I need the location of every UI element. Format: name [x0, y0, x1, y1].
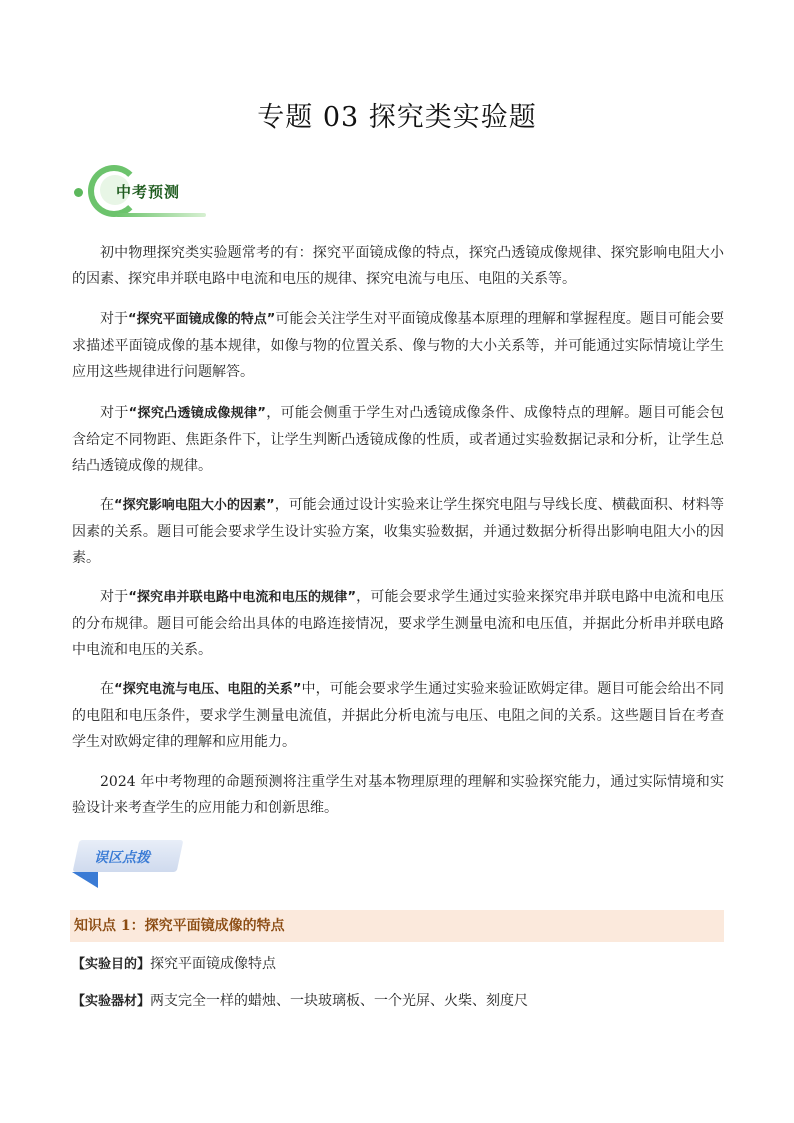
section-badge-misconceptions — [72, 840, 184, 890]
paragraph-intro: 初中物理探究类实验题常考的有：探究平面镜成像的特点，探究凸透镜成像规律、探究影响电阻大小的因素、探究串并联电路中电流和电压的规律、探究电流与电压、电阻的关系等。 — [72, 245, 724, 287]
paragraph-circuit: 对于“探究串并联电路中电流和电压的规律”，可能会要求学生通过实验来探究串并联电路中电流和电压的分布规律。题目可能会给出具体的电路连接情况，要求学生测量电流和电压值，并据此分析串并联电路中电流和电压的关系。 — [72, 589, 725, 658]
paragraph-resistance: 在“探究影响电阻大小的因素”，可能会通过设计实验来让学生探究电阻与导线长度、横截面积、材料等因素的关系。题目可能会要求学生设计实验方案，收集实验数据，并通过数据分析得出影响电阻大小的因素。 — [72, 497, 725, 566]
paragraph-lens: 对于“探究凸透镜成像规律”，可能会侧重于学生对凸透镜成像条件、成像特点的理解。题目可能会包含给定不同物距、焦距条件下，让学生判断凸透镜成像的性质，或者通过实验数据记录和分析，让学生总结凸透镜成像的规律。 — [72, 405, 725, 474]
paragraph-ohm: 在“探究电流与电压、电阻的关系”中，可能会要求学生通过实验来验证欧姆定律。题目可能会给出不同的电阻和电压条件，要求学生测量电流值，并据此分析电流与电压、电阻之间的关系。这些题目旨在考查学生对欧姆定律的理解和应用能力。 — [72, 681, 725, 750]
paragraph-forecast: 2024 年中考物理的命题预测将注重学生对基本物理原理的理解和实验探究能力，通过实际情境和实验设计来考查学生的应用能力和创新思维。 — [72, 774, 724, 816]
corner-triangle-icon — [72, 872, 98, 888]
knowledge-point-header: 知识点 1：探究平面镜成像的特点 — [70, 910, 724, 942]
experiment-equipment: 【实验器材】两支完全一样的蜡烛、一块玻璃板、一个光屏、火柴、刻度尺 — [72, 993, 529, 1009]
section-label: 中考预测 — [116, 183, 181, 201]
section-label: 误区点拨 — [94, 850, 150, 866]
experiment-purpose: 【实验目的】探究平面镜成像特点 — [72, 956, 277, 972]
section-badge-forecast — [72, 163, 222, 225]
paragraph-mirror: 对于“探究平面镜成像的特点”可能会关注学生对平面镜成像基本原理的理解和掌握程度。题目可能会要求描述平面镜成像的基本规律，如像与物的位置关系、像与物的大小关系等，并可能通过实际情境让学生应用这些规律进行问题解答。 — [72, 311, 725, 380]
page-title: 专题 03 探究类实验题 — [257, 102, 537, 133]
dot-icon — [74, 188, 83, 197]
